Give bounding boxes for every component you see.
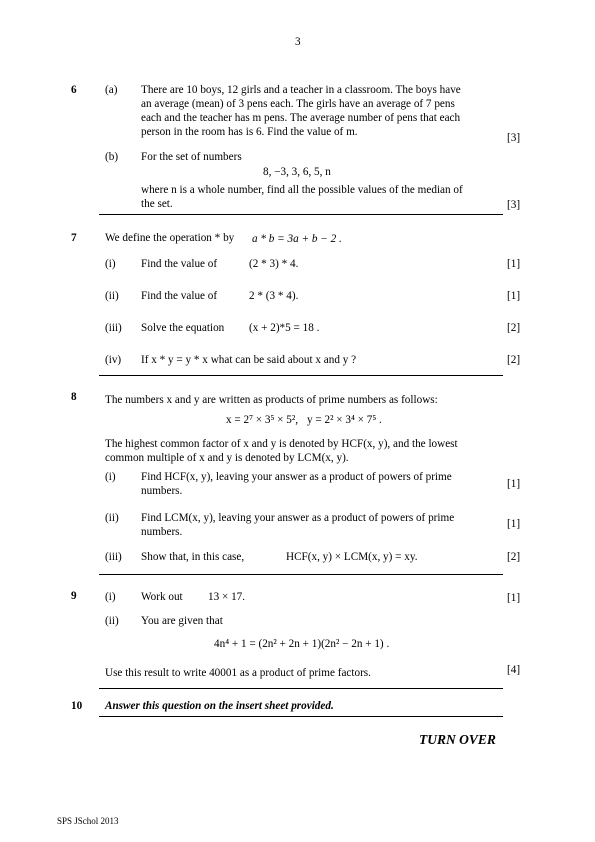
- question-number: 7: [71, 232, 77, 244]
- part-label: (ii): [105, 615, 119, 627]
- mark-allocation: [2]: [507, 322, 521, 334]
- divider: [99, 688, 503, 689]
- question-number: 8: [71, 391, 77, 403]
- operation-definition: a * b = 3a + b − 2 .: [252, 233, 342, 245]
- equation-x: x = 2⁷ × 3⁵ × 5²,: [226, 414, 299, 426]
- mark-allocation: [2]: [507, 354, 521, 366]
- part-label: (iv): [105, 354, 122, 366]
- question-text: the set.: [141, 198, 173, 210]
- mark-allocation: [1]: [507, 478, 521, 490]
- part-label: (iii): [105, 322, 122, 334]
- instruction-text: Answer this question on the insert sheet provided.: [105, 700, 334, 712]
- question-number: 9: [71, 590, 77, 602]
- mark-allocation: [3]: [507, 199, 521, 211]
- part-label: (ii): [105, 290, 119, 302]
- part-label: (i): [105, 591, 116, 603]
- factorisation-identity: 4n⁴ + 1 = (2n² + 2n + 1)(2n² − 2n + 1) .: [214, 638, 390, 650]
- question-number: 6: [71, 84, 77, 96]
- question-text: The numbers x and y are written as products of prime numbers as follows:: [105, 394, 438, 406]
- expression: 2 * (3 * 4).: [249, 290, 299, 302]
- divider: [99, 214, 503, 215]
- divider: [99, 716, 503, 717]
- question-text: Solve the equation: [141, 322, 225, 334]
- question-text: person in the room has is 6. Find the value of m.: [141, 126, 358, 138]
- expression: (2 * 3) * 4.: [249, 258, 299, 270]
- question-text: an average (mean) of 3 pens each. The girls have an average of 7 pens: [141, 98, 455, 110]
- question-text: We define the operation * by: [105, 232, 235, 244]
- page-number: 3: [295, 36, 301, 48]
- part-label: (ii): [105, 512, 119, 524]
- question-text: Find HCF(x, y), leaving your answer as a product of powers of prime: [141, 471, 452, 483]
- question-text: common multiple of x and y is denoted by LCM(x, y).: [105, 452, 349, 464]
- question-text: If x * y = y * x what can be said about x and y ?: [141, 354, 357, 366]
- question-text: Find LCM(x, y), leaving your answer as a product of powers of prime: [141, 512, 455, 524]
- part-label: (iii): [105, 551, 122, 563]
- question-text: each and the teacher has m pens. The average number of pens that each: [141, 112, 461, 124]
- question-text: The highest common factor of x and y is denoted by HCF(x, y), and the lowest: [105, 438, 458, 450]
- divider: [99, 375, 503, 376]
- question-text: Work out: [141, 591, 183, 603]
- equation: (x + 2)*5 = 18 .: [249, 322, 320, 334]
- mark-allocation: [4]: [507, 664, 521, 676]
- number-set: 8, −3, 3, 6, 5, n: [263, 166, 331, 178]
- part-label: (a): [105, 84, 118, 96]
- question-text: Show that, in this case,: [141, 551, 245, 563]
- mark-allocation: [1]: [507, 290, 521, 302]
- question-text: For the set of numbers: [141, 151, 242, 163]
- question-text: There are 10 boys, 12 girls and a teacher in a classroom. The boys have: [141, 84, 461, 96]
- expression: 13 × 17.: [208, 591, 246, 603]
- mark-allocation: [3]: [507, 132, 521, 144]
- part-label: (i): [105, 471, 116, 483]
- question-number: 10: [71, 700, 83, 712]
- mark-allocation: [2]: [507, 551, 521, 563]
- question-text: Use this result to write 40001 as a product of prime factors.: [105, 667, 371, 679]
- mark-allocation: [1]: [507, 518, 521, 530]
- question-text: You are given that: [141, 615, 223, 627]
- equation-y: y = 2² × 3⁴ × 7⁵ .: [307, 414, 382, 426]
- question-text: Find the value of: [141, 290, 218, 302]
- footer-text: SPS JSchol 2013: [57, 816, 119, 826]
- question-text: Find the value of: [141, 258, 218, 270]
- question-text: numbers.: [141, 485, 183, 497]
- part-label: (b): [105, 151, 119, 163]
- turn-over-label: TURN OVER: [419, 732, 496, 747]
- question-text: numbers.: [141, 526, 183, 538]
- part-label: (i): [105, 258, 116, 270]
- mark-allocation: [1]: [507, 258, 521, 270]
- question-text: where n is a whole number, find all the possible values of the median of: [141, 184, 463, 196]
- identity-expression: HCF(x, y) × LCM(x, y) = xy.: [286, 551, 418, 563]
- divider: [99, 574, 503, 575]
- mark-allocation: [1]: [507, 592, 521, 604]
